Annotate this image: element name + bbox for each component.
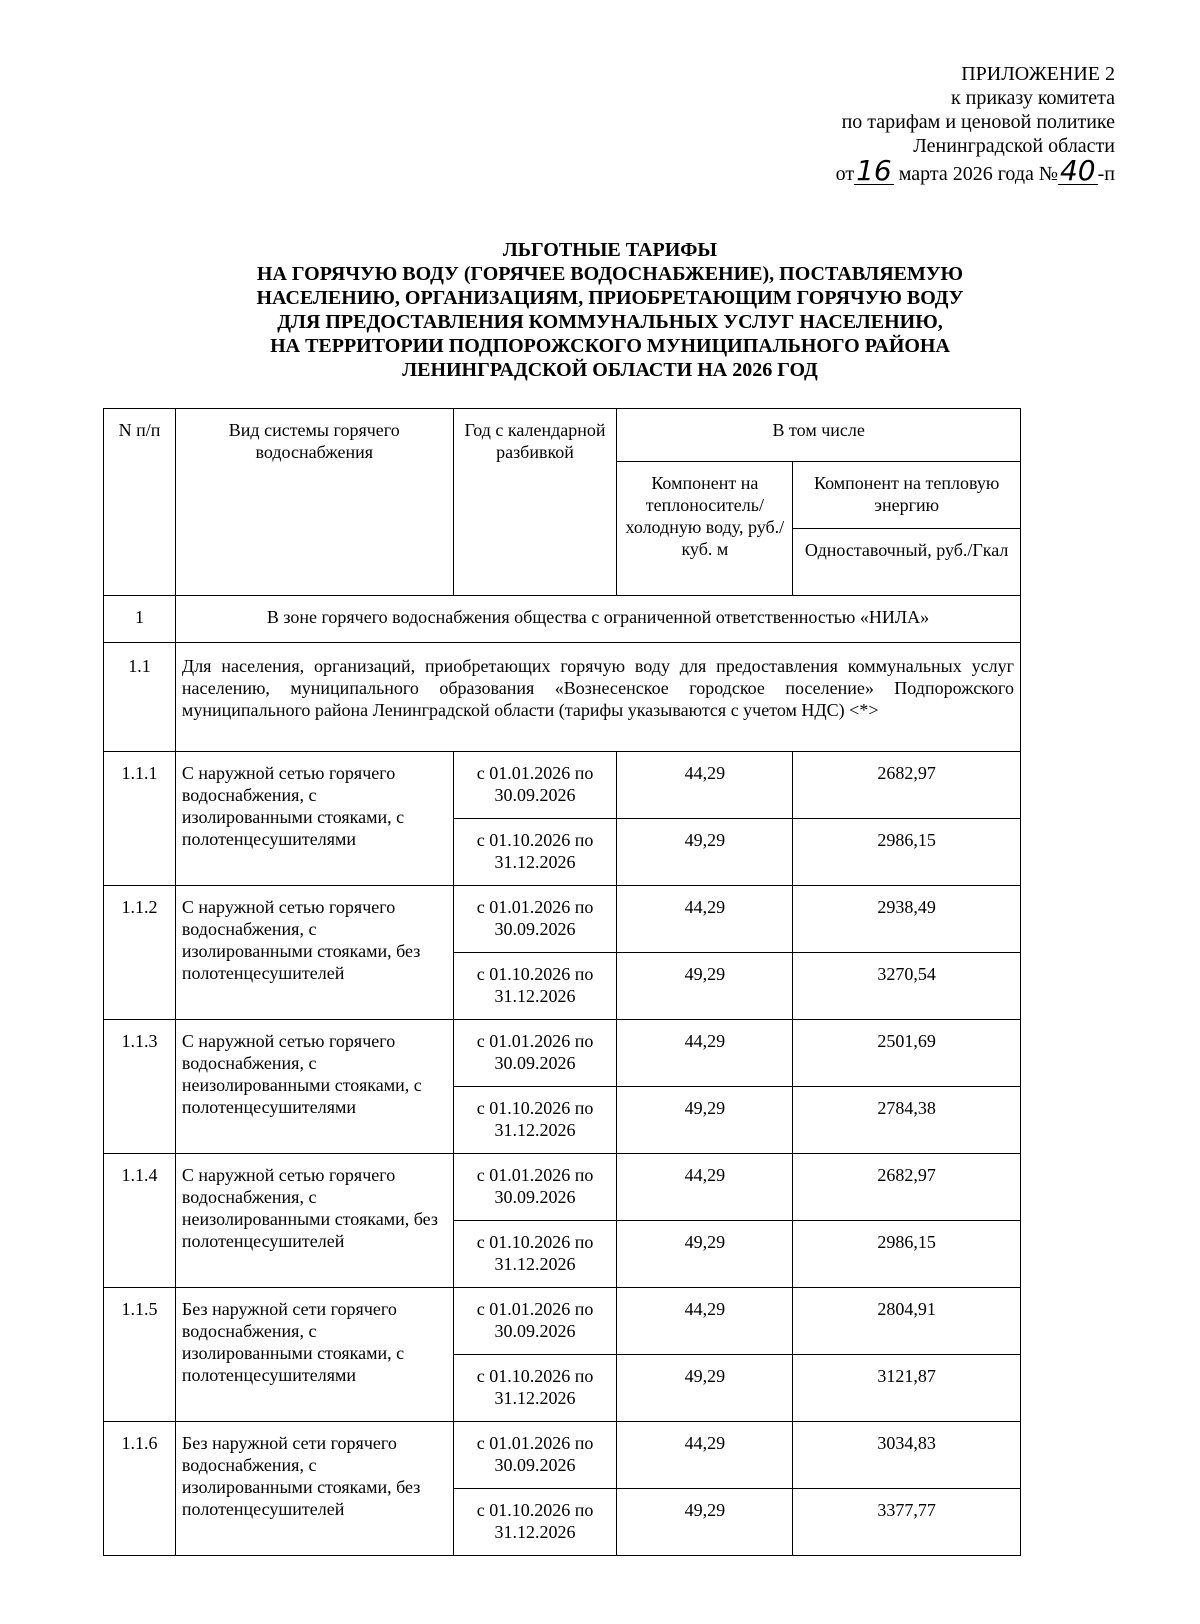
subsection-num: 1.1 [104,643,176,752]
header-single-rate: Одноставочный, руб./Гкал [793,529,1021,596]
appendix-block [836,62,1115,186]
row-thermal-value: 3377,77 [793,1489,1021,1556]
document-title [100,238,1120,382]
header-including: В том числе [617,409,1021,462]
row-thermal-value: 2986,15 [793,1221,1021,1288]
date-text: марта 2026 года № [898,163,1058,185]
title-line: НАСЕЛЕНИЮ, ОРГАНИЗАЦИЯМ, ПРИОБРЕТАЮЩИМ ГОРЯЧУЮ ВОДУ [256,287,964,309]
row-num: 1.1.6 [104,1422,176,1556]
row-period: с 01.01.2026 по 30.09.2026 [453,886,617,953]
row-period: с 01.10.2026 по 31.12.2026 [453,1355,617,1422]
row-thermal-value: 3034,83 [793,1422,1021,1489]
row-coolant-value: 44,29 [617,886,793,953]
row-thermal-value: 2784,38 [793,1087,1021,1154]
row-coolant-value: 49,29 [617,1355,793,1422]
row-thermal-value: 2938,49 [793,886,1021,953]
row-period: с 01.10.2026 по 31.12.2026 [453,1489,617,1556]
row-thermal-value: 3270,54 [793,953,1021,1020]
row-system: С наружной сетью горячего водоснабжения, с изолированными стояками, с полотенцесушителями [175,752,453,886]
header-row [104,409,1021,462]
appendix-date-line [835,154,1115,187]
row-period: с 01.01.2026 по 30.09.2026 [453,1422,617,1489]
row-period: с 01.10.2026 по 31.12.2026 [453,1087,617,1154]
row-coolant-value: 44,29 [617,1422,793,1489]
row-period: с 01.01.2026 по 30.09.2026 [453,1154,617,1221]
row-system: С наружной сетью горячего водоснабжения, с изолированными стояками, без полотенцесушителей [175,886,453,1020]
handwritten-day: 16 [856,154,892,187]
row-period: с 01.01.2026 по 30.09.2026 [453,752,617,819]
header-year: Год с календарной разбивкой [453,409,617,596]
table-row [104,1020,1021,1087]
row-thermal-value: 2682,97 [793,752,1021,819]
row-coolant-value: 49,29 [617,819,793,886]
appendix-committee: по тарифам и ценовой политике [841,111,1115,133]
row-period: с 01.10.2026 по 31.12.2026 [453,1221,617,1288]
row-coolant-value: 49,29 [617,1087,793,1154]
row-period: с 01.01.2026 по 30.09.2026 [453,1020,617,1087]
row-num: 1.1.2 [104,886,176,1020]
handwritten-number: 40 [1059,154,1096,187]
row-thermal-value: 2804,91 [793,1288,1021,1355]
title-line: ЛЬГОТНЫЕ ТАРИФЫ [502,239,718,261]
row-num: 1.1.5 [104,1288,176,1422]
section-row [104,596,1021,643]
appendix-region: Ленинградской области [913,135,1115,157]
row-coolant-value: 44,29 [617,1154,793,1221]
title-line: ДЛЯ ПРЕДОСТАВЛЕНИЯ КОММУНАЛЬНЫХ УСЛУГ НАСЕЛЕНИЮ, [277,311,943,333]
row-coolant-value: 49,29 [617,1489,793,1556]
tariff-table [103,408,1021,1556]
row-num: 1.1.3 [104,1020,176,1154]
row-system: Без наружной сети горячего водоснабжения, с изолированными стояками, с полотенцесушителями [175,1288,453,1422]
row-period: с 01.10.2026 по 31.12.2026 [453,819,617,886]
row-coolant-value: 44,29 [617,752,793,819]
header-num: N п/п [104,409,176,596]
subsection-row [104,643,1021,752]
header-thermal: Компонент на тепловую энергию [793,462,1021,529]
header-coolant: Компонент на теплоноситель/холодную воду, руб./куб. м [617,462,793,596]
table-row [104,1422,1021,1489]
row-thermal-value: 2501,69 [793,1020,1021,1087]
title-line: ЛЕНИНГРАДСКОЙ ОБЛАСТИ НА 2026 ГОД [402,359,818,381]
row-thermal-value: 2986,15 [793,819,1021,886]
row-period: с 01.01.2026 по 30.09.2026 [453,1288,617,1355]
header-system: Вид системы горячего водоснабжения [175,409,453,596]
row-period: с 01.10.2026 по 31.12.2026 [453,953,617,1020]
row-thermal-value: 3121,87 [793,1355,1021,1422]
row-system: С наружной сетью горячего водоснабжения, с неизолированными стояками, без полотенцесушителей [175,1154,453,1288]
appendix-label: ПРИЛОЖЕНИЕ 2 [961,63,1115,85]
row-thermal-value: 2682,97 [793,1154,1021,1221]
section-text: В зоне горячего водоснабжения общества с ограниченной ответственностью «НИЛА» [175,596,1020,643]
table-row [104,1154,1021,1221]
row-system: С наружной сетью горячего водоснабжения, с неизолированными стояками, с полотенцесушителями [175,1020,453,1154]
table-row [104,886,1021,953]
title-line: НА ТЕРРИТОРИИ ПОДПОРОЖСКОГО МУНИЦИПАЛЬНОГО РАЙОНА [270,335,950,357]
number-suffix: -п [1097,163,1115,185]
appendix-order-ref: к приказу комитета [950,87,1115,109]
row-coolant-value: 44,29 [617,1020,793,1087]
row-num: 1.1.1 [104,752,176,886]
row-system: Без наружной сети горячего водоснабжения, с изолированными стояками, без полотенцесушителей [175,1422,453,1556]
row-coolant-value: 49,29 [617,1221,793,1288]
date-prefix: от [835,163,855,185]
table-row [104,752,1021,819]
table-row [104,1288,1021,1355]
title-line: НА ГОРЯЧУЮ ВОДУ (ГОРЯЧЕЕ ВОДОСНАБЖЕНИЕ), ПОСТАВЛЯЕМУЮ [256,263,964,285]
section-num: 1 [104,596,176,643]
subsection-text: Для населения, организаций, приобретающих горячую воду для предоставления коммунальных услуг населению, муниципального образования «Вознесенское городское поселение» Подпорожского муниципального района Ленинградской области (тарифы указываются с учетом НДС) <*> [175,643,1020,752]
row-coolant-value: 44,29 [617,1288,793,1355]
row-num: 1.1.4 [104,1154,176,1288]
row-coolant-value: 49,29 [617,953,793,1020]
